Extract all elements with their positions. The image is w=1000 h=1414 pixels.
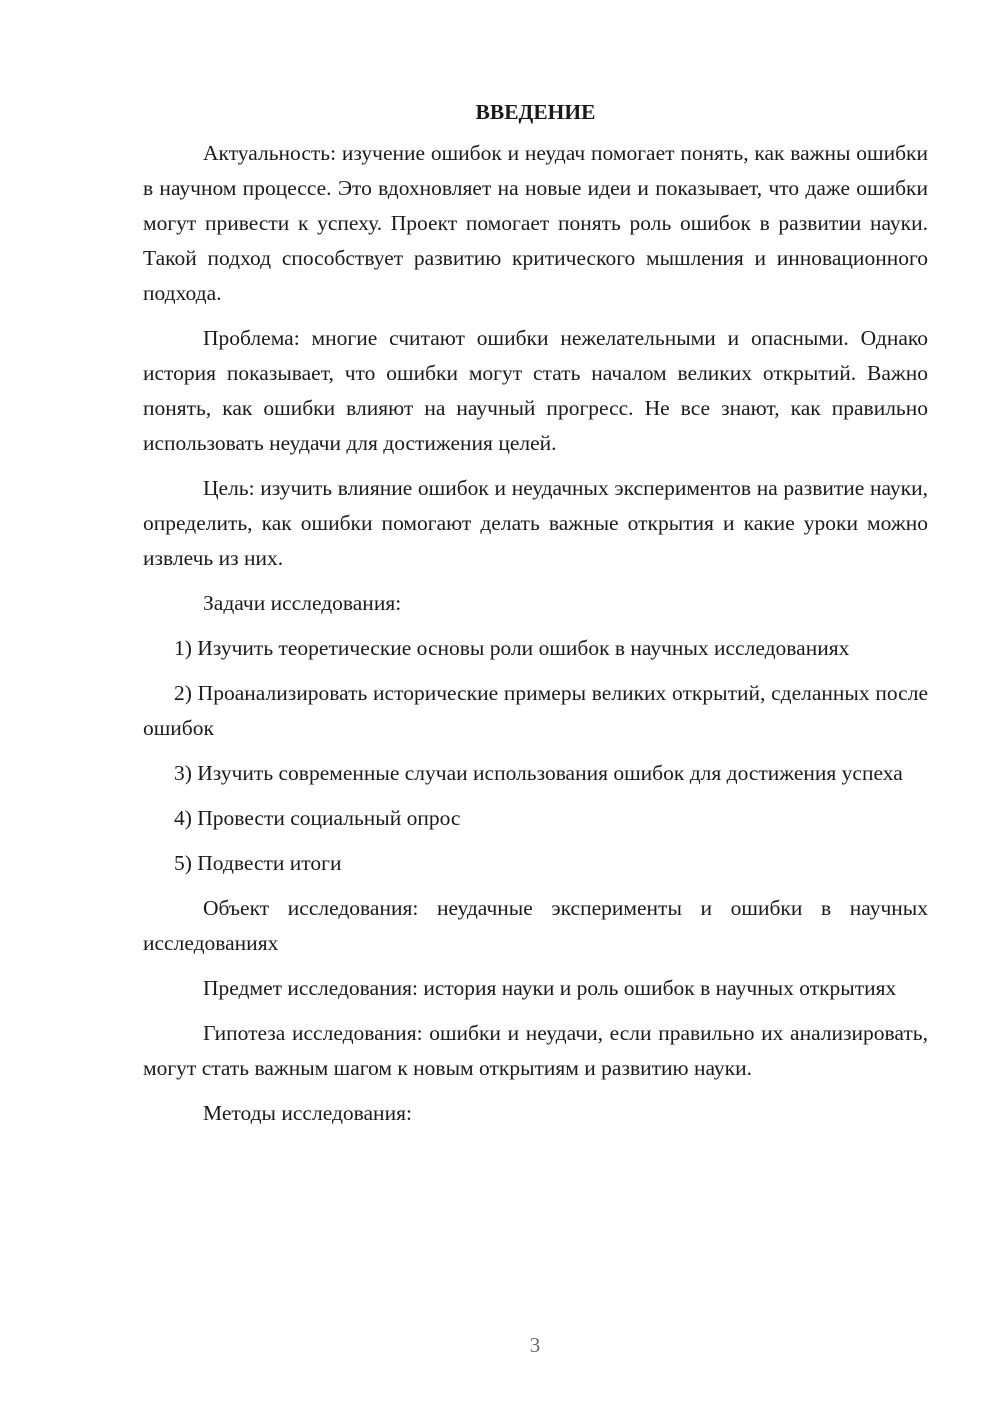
object-paragraph: Объект исследования: неудачные эксперименты и ошибки в научных исследованиях [143, 896, 928, 955]
subject-paragraph: Предмет исследования: история науки и роль ошибок в научных открытиях [203, 976, 897, 1000]
methods-heading: Методы исследования: [203, 1101, 412, 1125]
problem-paragraph: Проблема: многие считают ошибки нежелательными и опасными. Однако история показывает, что ошибки могут стать началом великих открытий. Важно понять, как ошибки влияют на научный прогресс. Не все знают, как правильно использовать неудачи для достижения целей. [143, 326, 928, 455]
goal-paragraph: Цель: изучить влияние ошибок и неудачных экспериментов на развитие науки, определить, как ошибки помогают делать важные открытия и какие уроки можно извлечь из них. [143, 476, 928, 570]
hypothesis-paragraph: Гипотеза исследования: ошибки и неудачи, если правильно их анализировать, могут стать важным шагом к новым открытиям и развитию науки. [143, 1021, 928, 1080]
task-item-4: 4) Провести социальный опрос [174, 806, 461, 830]
document-page [143, 95, 928, 1141]
page-number: 3 [529, 1333, 541, 1357]
tasks-heading: Задачи исследования: [203, 591, 402, 615]
task-item-3: 3) Изучить современные случаи использования ошибок для достижения успеха [174, 761, 903, 785]
task-item-2: 2) Проанализировать исторические примеры великих открытий, сделанных после ошибок [143, 681, 928, 740]
relevance-paragraph: Актуальность: изучение ошибок и неудач помогает понять, как важны ошибки в научном процессе. Это вдохновляет на новые идеи и показывает, что даже ошибки могут привести к успеху. Проект помогает понять роль ошибок в развитии науки. Такой подход способствует развитию критического мышления и инновационного подхода. [143, 141, 928, 305]
task-item-1: 1) Изучить теоретические основы роли ошибок в научных исследованиях [174, 636, 850, 660]
task-item-5: 5) Подвести итоги [174, 851, 342, 875]
page-title: ВВЕДЕНИЕ [475, 100, 596, 124]
